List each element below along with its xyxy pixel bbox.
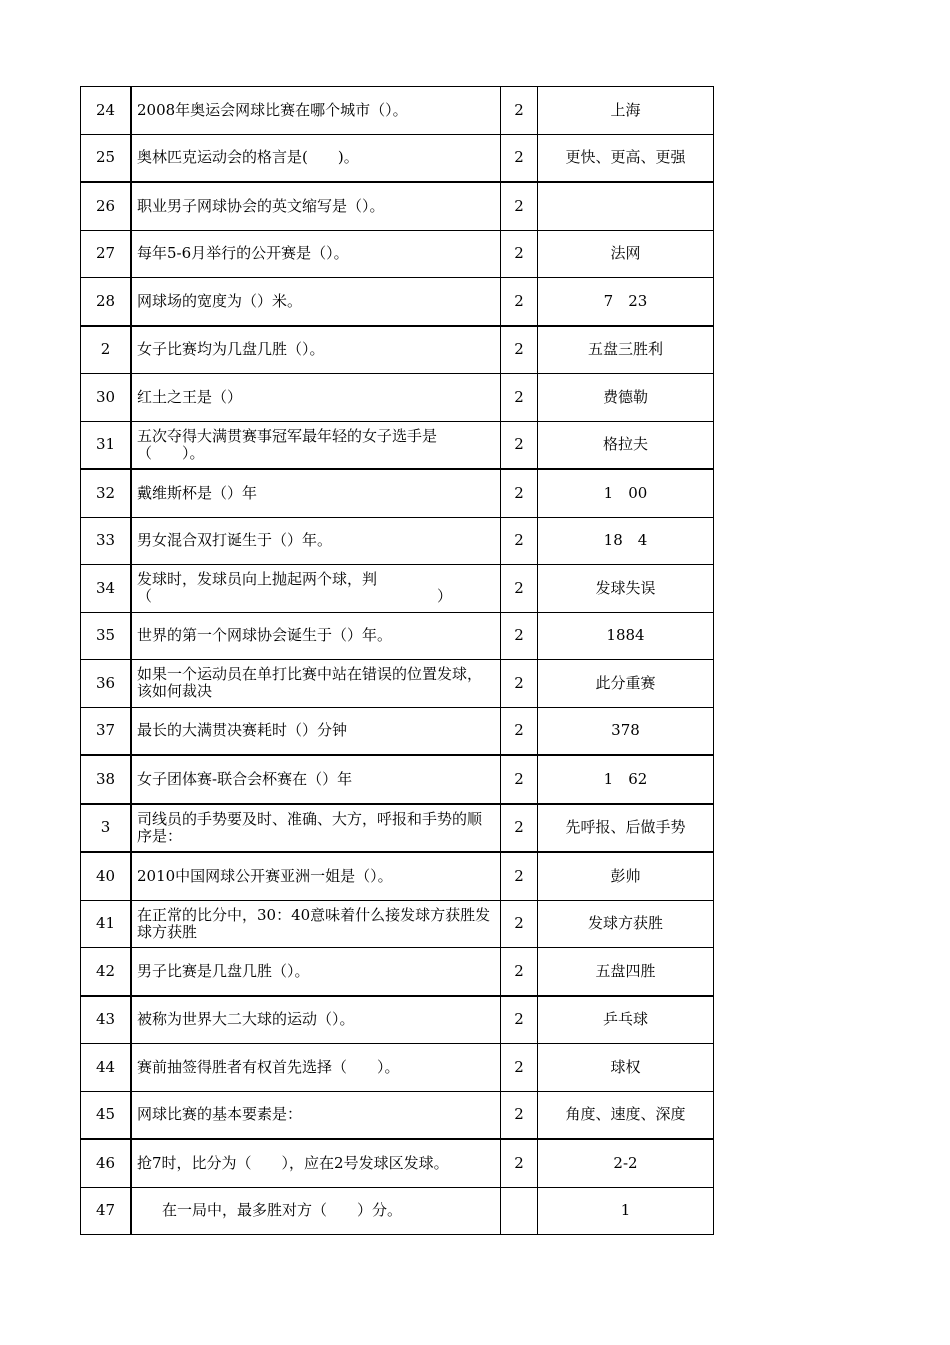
question-number-cell: 41 [81, 900, 132, 948]
answer-cell: 法网 [538, 230, 714, 278]
question-number-cell: 3 [81, 804, 132, 853]
points-cell: 2 [501, 230, 538, 278]
quiz-table [80, 86, 714, 1235]
answer-cell: 1 00 [538, 469, 714, 517]
question-text-cell: 赛前抽签得胜者有权首先选择（ ）。 [131, 1044, 501, 1092]
answer-cell: 1 [538, 1187, 714, 1235]
question-text-cell: 职业男子网球协会的英文缩写是（）。 [131, 182, 501, 230]
answer-cell: 先呼报、后做手势 [538, 804, 714, 853]
table-row [81, 1044, 714, 1092]
question-text-cell: 2010中国网球公开赛亚洲一姐是（）。 [131, 852, 501, 900]
question-text-cell: 抢7时，比分为（ ），应在2号发球区发球。 [131, 1139, 501, 1187]
points-cell: 2 [501, 804, 538, 853]
table-row [81, 87, 714, 135]
table-row [81, 517, 714, 565]
question-text-cell: 在正常的比分中，30：40意味着什么接发球方获胜发球方获胜 [131, 900, 501, 948]
points-cell: 2 [501, 755, 538, 804]
answer-cell [538, 182, 714, 230]
question-number-cell: 40 [81, 852, 132, 900]
table-row [81, 278, 714, 326]
answer-cell: 发球失误 [538, 565, 714, 613]
question-number-cell: 36 [81, 660, 132, 708]
table-row [81, 230, 714, 278]
points-cell: 2 [501, 374, 538, 422]
question-text-cell: 司线员的手势要及时、准确、大方，呼报和手势的顺序是： [131, 804, 501, 853]
question-text-cell: 世界的第一个网球协会诞生于（）年。 [131, 612, 501, 660]
points-cell: 2 [501, 134, 538, 182]
table-row [81, 804, 714, 853]
answer-cell: 费德勒 [538, 374, 714, 422]
points-cell: 2 [501, 565, 538, 613]
points-cell: 2 [501, 1044, 538, 1092]
table-row [81, 996, 714, 1044]
points-cell: 2 [501, 1091, 538, 1139]
question-text-cell: 每年5-6月举行的公开赛是（）。 [131, 230, 501, 278]
table-row [81, 660, 714, 708]
question-number-cell: 2 [81, 326, 132, 374]
table-row [81, 1139, 714, 1187]
points-cell: 2 [501, 612, 538, 660]
answer-cell: 五盘四胜 [538, 948, 714, 996]
points-cell: 2 [501, 326, 538, 374]
question-number-cell: 46 [81, 1139, 132, 1187]
question-number-cell: 37 [81, 707, 132, 755]
answer-cell: 7 23 [538, 278, 714, 326]
answer-cell: 角度、速度、深度 [538, 1091, 714, 1139]
points-cell: 2 [501, 87, 538, 135]
question-text-cell: 男子比赛是几盘几胜（）。 [131, 948, 501, 996]
points-cell: 2 [501, 421, 538, 469]
points-cell: 2 [501, 900, 538, 948]
answer-cell: 乒乓球 [538, 996, 714, 1044]
question-number-cell: 33 [81, 517, 132, 565]
question-text-cell: 男女混合双打诞生于（）年。 [131, 517, 501, 565]
question-text-cell: 网球场的宽度为（）米。 [131, 278, 501, 326]
question-number-cell: 30 [81, 374, 132, 422]
table-row [81, 421, 714, 469]
question-text-cell: 2008年奥运会网球比赛在哪个城市（）。 [131, 87, 501, 135]
table-row [81, 1091, 714, 1139]
answer-cell: 1884 [538, 612, 714, 660]
table-row [81, 1187, 714, 1235]
question-text-cell: 戴维斯杯是（）年 [131, 469, 501, 517]
table-row [81, 707, 714, 755]
points-cell: 2 [501, 182, 538, 230]
table-row [81, 948, 714, 996]
table-row [81, 852, 714, 900]
question-number-cell: 38 [81, 755, 132, 804]
table-row [81, 374, 714, 422]
answer-cell: 五盘三胜利 [538, 326, 714, 374]
points-cell: 2 [501, 948, 538, 996]
answer-cell: 发球方获胜 [538, 900, 714, 948]
question-number-cell: 27 [81, 230, 132, 278]
table-row [81, 134, 714, 182]
answer-cell: 2-2 [538, 1139, 714, 1187]
answer-cell: 更快、更高、更强 [538, 134, 714, 182]
question-text-cell: 在一局中，最多胜对方（ ）分。 [131, 1187, 501, 1235]
question-number-cell: 34 [81, 565, 132, 613]
table-row [81, 612, 714, 660]
answer-cell: 彭帅 [538, 852, 714, 900]
question-text-cell: 女子比赛均为几盘几胜（）。 [131, 326, 501, 374]
question-text-cell: 被称为世界大二大球的运动（）。 [131, 996, 501, 1044]
question-text-cell: 五次夺得大满贯赛事冠军最年轻的女子选手是（ ）。 [131, 421, 501, 469]
question-number-cell: 42 [81, 948, 132, 996]
question-number-cell: 28 [81, 278, 132, 326]
answer-cell: 此分重赛 [538, 660, 714, 708]
points-cell: 2 [501, 278, 538, 326]
points-cell: 2 [501, 660, 538, 708]
question-number-cell: 31 [81, 421, 132, 469]
question-number-cell: 45 [81, 1091, 132, 1139]
question-number-cell: 44 [81, 1044, 132, 1092]
question-text-cell: 女子团体赛-联合会杯赛在（）年 [131, 755, 501, 804]
answer-cell: 格拉夫 [538, 421, 714, 469]
question-number-cell: 24 [81, 87, 132, 135]
question-number-cell: 25 [81, 134, 132, 182]
points-cell: 2 [501, 707, 538, 755]
question-text-cell: 最长的大满贯决赛耗时（）分钟 [131, 707, 501, 755]
table-row [81, 469, 714, 517]
answer-cell: 上海 [538, 87, 714, 135]
points-cell: 2 [501, 996, 538, 1044]
table-row [81, 755, 714, 804]
answer-cell: 1 62 [538, 755, 714, 804]
question-number-cell: 32 [81, 469, 132, 517]
table-row [81, 182, 714, 230]
question-text-cell: 发球时，发球员向上抛起两个球，判（ ） [131, 565, 501, 613]
question-number-cell: 35 [81, 612, 132, 660]
table-row [81, 900, 714, 948]
answer-cell: 378 [538, 707, 714, 755]
answer-cell: 球权 [538, 1044, 714, 1092]
question-number-cell: 26 [81, 182, 132, 230]
points-cell: 2 [501, 517, 538, 565]
question-text-cell: 如果一个运动员在单打比赛中站在错误的位置发球，该如何裁决 [131, 660, 501, 708]
question-text-cell: 红土之王是（） [131, 374, 501, 422]
question-text-cell: 网球比赛的基本要素是： [131, 1091, 501, 1139]
question-number-cell: 43 [81, 996, 132, 1044]
answer-cell: 18 4 [538, 517, 714, 565]
table-row [81, 565, 714, 613]
question-text-cell: 奥林匹克运动会的格言是( )。 [131, 134, 501, 182]
quiz-table-body [81, 87, 714, 1235]
table-row [81, 326, 714, 374]
points-cell: 2 [501, 1139, 538, 1187]
points-cell [501, 1187, 538, 1235]
points-cell: 2 [501, 852, 538, 900]
question-number-cell: 47 [81, 1187, 132, 1235]
points-cell: 2 [501, 469, 538, 517]
